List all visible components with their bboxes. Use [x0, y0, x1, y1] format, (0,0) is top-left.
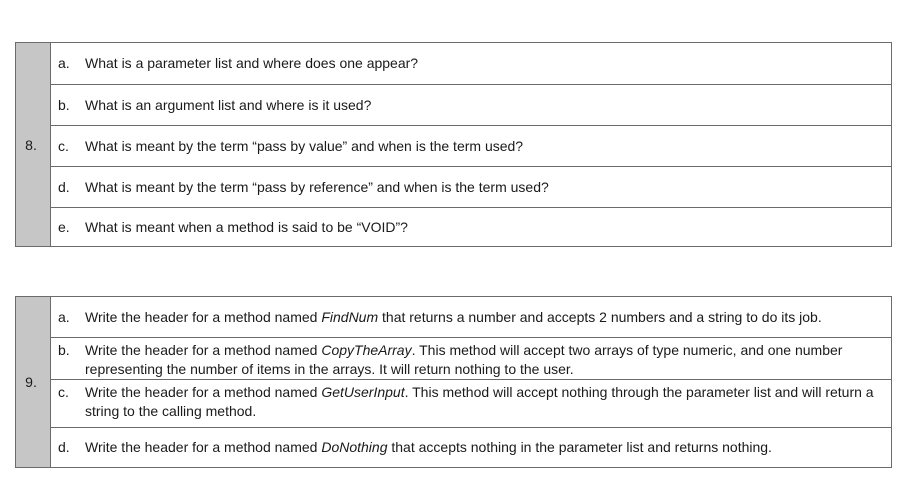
- part-letter: d.: [58, 439, 70, 455]
- part-letter: a.: [58, 308, 70, 325]
- question-9-table: [15, 296, 892, 468]
- part-text: What is an argument list and where is it used?: [85, 96, 372, 113]
- method-name: GetUserInput: [321, 384, 405, 400]
- part-letter: b.: [58, 342, 70, 358]
- question-part: [51, 84, 891, 125]
- question-part: [51, 379, 891, 427]
- question-part: [51, 125, 891, 166]
- part-text-prefix: Write the header for a method named: [85, 308, 322, 325]
- part-letter: c.: [58, 137, 69, 154]
- question-part: [51, 337, 891, 379]
- part-text: What is a parameter list and where does one appear?: [85, 55, 419, 71]
- part-letter: d.: [58, 178, 70, 195]
- part-text: What is meant by the term “pass by value” and when is the term used?: [85, 137, 524, 154]
- part-text-suffix: . This method will accept two arrays of type numeric, and one number representing the number of items in the arrays. It will return nothing to the user.: [85, 342, 843, 377]
- part-letter: a.: [58, 55, 70, 71]
- part-letter: e.: [58, 218, 70, 235]
- question-number: [16, 43, 51, 246]
- question-8-table: [15, 42, 892, 247]
- part-text: [85, 308, 891, 327]
- part-text-suffix: that returns a number and accepts 2 numbers and a string to do its job.: [378, 308, 822, 325]
- question-parts: [51, 43, 891, 246]
- question-number-label: 9.: [25, 374, 37, 390]
- question-part: [51, 427, 891, 467]
- part-letter: c.: [58, 384, 69, 400]
- part-letter: b.: [58, 96, 70, 113]
- method-name: CopyTheArray: [321, 342, 412, 358]
- question-part: [51, 297, 891, 337]
- part-text-suffix: . This method will accept nothing through the parameter list and will return a string to the calling method.: [85, 384, 874, 419]
- part-text: [85, 341, 891, 379]
- part-text-prefix: Write the header for a method named: [85, 342, 322, 358]
- question-parts: [51, 297, 891, 467]
- part-text: [85, 438, 891, 457]
- question-part: [51, 43, 891, 84]
- part-text-prefix: Write the header for a method named: [85, 439, 322, 455]
- part-text: [85, 383, 891, 421]
- part-text: What is meant by the term “pass by reference” and when is the term used?: [85, 178, 549, 195]
- question-number: [16, 297, 51, 467]
- method-name: DoNothing: [321, 439, 388, 455]
- method-name: FindNum: [321, 308, 379, 325]
- part-text: What is meant when a method is said to be “VOID”?: [85, 218, 408, 235]
- part-text-prefix: Write the header for a method named: [85, 384, 322, 400]
- question-number-label: 8.: [25, 136, 37, 153]
- question-part: [51, 207, 891, 246]
- question-part: [51, 166, 891, 207]
- part-text-suffix: that accepts nothing in the parameter list and returns nothing.: [387, 439, 772, 455]
